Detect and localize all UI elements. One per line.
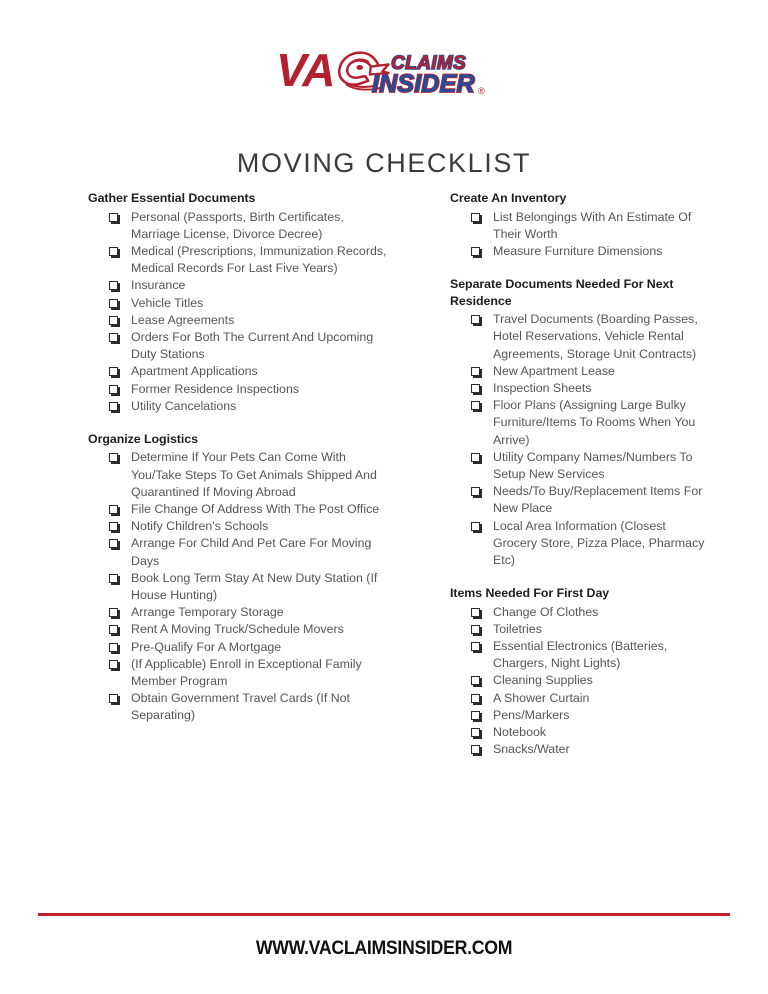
checklist-item[interactable] bbox=[88, 656, 388, 690]
registered-mark-icon: ® bbox=[478, 86, 485, 96]
checklist-column-right bbox=[450, 190, 710, 758]
checklist-item-label: A Shower Curtain bbox=[493, 690, 590, 705]
checklist-section bbox=[88, 431, 388, 725]
empty-checkbox-icon[interactable] bbox=[109, 522, 122, 531]
checklist-item-label: Travel Documents (Boarding Passes, Hotel Reservations, Vehicle Rental Agreements, Storage Unit Contracts) bbox=[493, 312, 698, 361]
empty-checkbox-icon[interactable] bbox=[109, 281, 122, 290]
checklist-item-list bbox=[450, 209, 710, 261]
checklist-item-label: Utility Cancelations bbox=[131, 398, 237, 413]
checklist-item[interactable] bbox=[88, 329, 388, 363]
empty-checkbox-icon[interactable] bbox=[471, 522, 484, 531]
checklist-item-label: Toiletries bbox=[493, 621, 542, 636]
checklist-item-list bbox=[450, 311, 710, 569]
empty-checkbox-icon[interactable] bbox=[109, 385, 122, 394]
checklist-item-label: Orders For Both The Current And Upcoming Duty Stations bbox=[131, 329, 374, 362]
checklist-item[interactable] bbox=[450, 243, 710, 260]
checklist-item-label: Personal (Passports, Birth Certificates, Marriage License, Divorce Decree) bbox=[131, 209, 344, 241]
checklist-item-label: Medical (Prescriptions, Immunization Records, Medical Records For Last Five Years) bbox=[131, 243, 387, 276]
checklist-item-label: Notebook bbox=[493, 725, 547, 740]
checklist-item[interactable] bbox=[450, 724, 710, 741]
empty-checkbox-icon[interactable] bbox=[471, 608, 484, 617]
checklist-item-label: Inspection Sheets bbox=[493, 380, 592, 395]
section-heading: Separate Documents Needed For Next Residence bbox=[450, 277, 674, 308]
checklist-item[interactable] bbox=[450, 672, 710, 689]
empty-checkbox-icon[interactable] bbox=[471, 367, 484, 376]
checklist-item[interactable] bbox=[88, 398, 388, 415]
checklist-item-label: Book Long Term Stay At New Duty Station (If House Hunting) bbox=[131, 570, 378, 603]
logo-text-va: VA bbox=[276, 46, 335, 96]
checklist-column-left bbox=[88, 190, 388, 725]
checklist-item-label: Essential Electronics (Batteries, Chargers, Night Lights) bbox=[493, 639, 668, 671]
empty-checkbox-icon[interactable] bbox=[471, 401, 484, 410]
checklist-item[interactable] bbox=[450, 518, 710, 570]
empty-checkbox-icon[interactable] bbox=[471, 625, 484, 634]
checklist-item[interactable] bbox=[450, 363, 710, 380]
checklist-item-label: Floor Plans (Assigning Large Bulky Furniture/Items To Rooms When You Arrive) bbox=[493, 398, 696, 447]
checklist-section bbox=[88, 190, 388, 415]
checklist-item[interactable] bbox=[450, 209, 710, 243]
section-heading: Organize Logistics bbox=[88, 431, 198, 446]
checklist-item-label: Obtain Government Travel Cards (If Not Separating) bbox=[131, 691, 350, 723]
empty-checkbox-icon[interactable] bbox=[471, 453, 484, 462]
checklist-section bbox=[450, 190, 710, 260]
checklist-item[interactable] bbox=[450, 638, 710, 672]
empty-checkbox-icon[interactable] bbox=[471, 711, 484, 720]
checklist-item-list bbox=[88, 209, 388, 415]
checklist-item-label: (If Applicable) Enroll in Exceptional Family Member Program bbox=[131, 656, 362, 689]
empty-checkbox-icon[interactable] bbox=[109, 367, 122, 376]
checklist-item-label: Pre-Qualify For A Mortgage bbox=[131, 639, 282, 654]
checklist-item[interactable] bbox=[450, 380, 710, 397]
empty-checkbox-icon[interactable] bbox=[109, 539, 122, 548]
checklist-item-label: Measure Furniture Dimensions bbox=[493, 243, 663, 258]
checklist-item[interactable] bbox=[88, 209, 388, 243]
page-title: MOVING CHECKLIST bbox=[236, 148, 532, 179]
empty-checkbox-icon[interactable] bbox=[471, 487, 484, 496]
empty-checkbox-icon[interactable] bbox=[109, 505, 122, 514]
checklist-item-list bbox=[88, 449, 388, 724]
checklist-item[interactable] bbox=[450, 483, 710, 517]
empty-checkbox-icon[interactable] bbox=[471, 315, 484, 324]
checklist-item-label: Arrange Temporary Storage bbox=[131, 605, 284, 620]
empty-checkbox-icon[interactable] bbox=[471, 384, 484, 393]
checklist-item[interactable] bbox=[450, 690, 710, 707]
empty-checkbox-icon[interactable] bbox=[109, 694, 122, 703]
empty-checkbox-icon[interactable] bbox=[471, 213, 484, 222]
empty-checkbox-icon[interactable] bbox=[109, 333, 122, 342]
checklist-item[interactable] bbox=[450, 311, 710, 363]
checklist-item[interactable] bbox=[88, 604, 388, 621]
checklist-item-label: Rent A Moving Truck/Schedule Movers bbox=[131, 622, 344, 637]
empty-checkbox-icon[interactable] bbox=[109, 643, 122, 652]
empty-checkbox-icon[interactable] bbox=[109, 402, 122, 411]
empty-checkbox-icon[interactable] bbox=[109, 316, 122, 325]
checklist-item-label: Utility Company Names/Numbers To Setup New Services bbox=[493, 449, 693, 481]
checklist-section bbox=[450, 276, 710, 569]
empty-checkbox-icon[interactable] bbox=[471, 745, 484, 754]
checklist-item-label: Lease Agreements bbox=[131, 312, 235, 327]
checklist-item-label: Snacks/Water bbox=[493, 742, 570, 757]
checklist-item-label: Arrange For Child And Pet Care For Moving Days bbox=[131, 536, 372, 568]
checklist-item-label: Local Area Information (Closest Grocery Store, Pizza Place, Pharmacy Etc) bbox=[493, 518, 705, 567]
checklist-item-label: Vehicle Titles bbox=[131, 295, 204, 310]
checklist-item[interactable] bbox=[88, 449, 388, 501]
checklist-item[interactable] bbox=[450, 707, 710, 724]
section-heading: Gather Essential Documents bbox=[88, 191, 256, 205]
checklist-item[interactable] bbox=[88, 690, 388, 724]
checklist-columns bbox=[0, 190, 768, 910]
checklist-section bbox=[450, 585, 710, 758]
checklist-item-label: Needs/To Buy/Replacement Items For New Place bbox=[493, 484, 703, 516]
empty-checkbox-icon[interactable] bbox=[471, 694, 484, 703]
footer-divider bbox=[38, 913, 730, 916]
empty-checkbox-icon[interactable] bbox=[109, 453, 122, 462]
checklist-item[interactable] bbox=[88, 570, 388, 604]
empty-checkbox-icon[interactable] bbox=[471, 642, 484, 651]
brand-logo bbox=[0, 46, 768, 102]
checklist-item[interactable] bbox=[88, 363, 388, 380]
checklist-item-label: Notify Children's Schools bbox=[131, 519, 269, 534]
checklist-item-label: Change Of Clothes bbox=[493, 604, 599, 619]
empty-checkbox-icon[interactable] bbox=[471, 247, 484, 256]
checklist-item[interactable] bbox=[88, 621, 388, 638]
checklist-item[interactable] bbox=[450, 604, 710, 621]
checklist-item[interactable] bbox=[88, 295, 388, 312]
section-heading: Create An Inventory bbox=[450, 191, 567, 205]
empty-checkbox-icon[interactable] bbox=[471, 728, 484, 737]
checklist-item[interactable] bbox=[88, 639, 388, 656]
empty-checkbox-icon[interactable] bbox=[109, 247, 122, 256]
checklist-item[interactable] bbox=[88, 381, 388, 398]
checklist-item[interactable] bbox=[450, 397, 710, 449]
checklist-item[interactable] bbox=[450, 449, 710, 483]
logo-text-insider: INSIDER bbox=[372, 70, 475, 98]
empty-checkbox-icon[interactable] bbox=[109, 660, 122, 669]
checklist-item-label: Insurance bbox=[131, 278, 186, 293]
checklist-item-label: Determine If Your Pets Can Come With You/Take Steps To Get Animals Shipped And Quarantined If Moving Abroad bbox=[131, 450, 377, 499]
empty-checkbox-icon[interactable] bbox=[109, 574, 122, 583]
footer-website-url: WWW.VACLAIMSINSIDER.COM bbox=[255, 938, 513, 959]
checklist-item-label: List Belongings With An Estimate Of Their Worth bbox=[493, 209, 692, 241]
checklist-item-label: Apartment Applications bbox=[131, 364, 258, 379]
section-heading: Items Needed For First Day bbox=[450, 586, 610, 601]
empty-checkbox-icon[interactable] bbox=[109, 608, 122, 617]
checklist-item[interactable] bbox=[450, 621, 710, 638]
checklist-item-label: Former Residence Inspections bbox=[131, 381, 300, 396]
checklist-item-label: File Change Of Address With The Post Office bbox=[131, 502, 380, 517]
checklist-item[interactable] bbox=[88, 312, 388, 329]
checklist-item[interactable] bbox=[88, 518, 388, 535]
va-claims-insider-logo bbox=[276, 46, 492, 102]
checklist-item-label: Cleaning Supplies bbox=[493, 673, 593, 688]
checklist-item[interactable] bbox=[88, 243, 388, 277]
checklist-item[interactable] bbox=[450, 741, 710, 758]
checklist-item-label: Pens/Markers bbox=[493, 707, 570, 722]
logo-text-claims: CLAIMS bbox=[391, 53, 467, 74]
checklist-item-list bbox=[450, 604, 710, 759]
empty-checkbox-icon[interactable] bbox=[471, 676, 484, 685]
checklist-item-label: New Apartment Lease bbox=[493, 363, 615, 378]
checklist-item[interactable] bbox=[88, 277, 388, 294]
checklist-item[interactable] bbox=[88, 535, 388, 569]
empty-checkbox-icon[interactable] bbox=[109, 299, 122, 308]
checklist-item[interactable] bbox=[88, 501, 388, 518]
empty-checkbox-icon[interactable] bbox=[109, 213, 122, 222]
empty-checkbox-icon[interactable] bbox=[109, 625, 122, 634]
